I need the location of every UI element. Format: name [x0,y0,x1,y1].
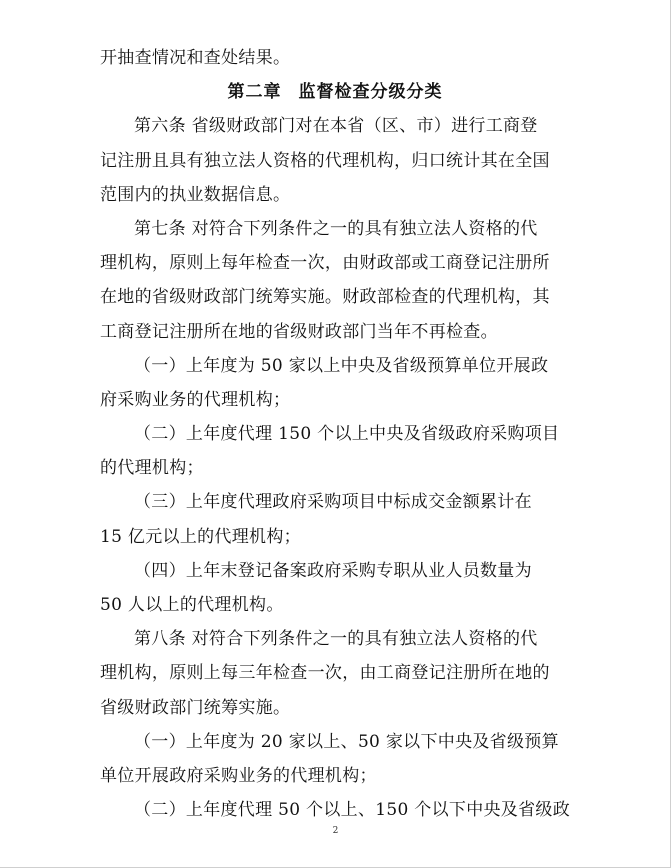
page-number: 2 [332,826,339,836]
article-7-item-3-line-2: 15 亿元以上的代理机构； [100,526,301,547]
article-8-line-1: 第八条 对符合下列条件之一的具有独立法人资格的代 [134,629,538,650]
text-line: 开抽查情况和查处结果。 [100,48,291,68]
article-8-item-1-line-2: 单位开展政府采购业务的代理机构； [100,765,377,786]
article-7-item-4-line-1: （四）上年末登记备案政府采购专职从业人员数量为 [134,560,532,581]
article-6-line-1: 第六条 省级财政部门对在本省（区、市）进行工商登 [134,116,538,137]
article-7-item-4-line-2: 50 人以上的代理机构。 [100,595,284,615]
chapter-title: 第二章 监督检查分级分类 [227,82,443,103]
article-6-line-2: 记注册且具有独立法人资格的代理机构，归口统计其在全国 [100,150,550,171]
article-8-item-1-line-1: （一）上年度为 20 家以上、50 家以下中央及省级预算 [134,731,559,752]
article-7-item-3-line-1: （三）上年度代理政府采购项目中标成交金额累计在 [134,492,532,513]
article-8-line-3: 省级财政部门统筹实施。 [100,697,291,718]
article-7-item-2-line-2: 的代理机构； [100,458,204,479]
article-6-line-3: 范围内的执业数据信息。 [100,184,291,205]
article-8-item-2-line-1: （二）上年度代理 50 个以上、150 个以下中央及省级政 [134,800,570,821]
article-7-line-4: 工商登记注册所在地的省级财政部门当年不再检查。 [100,321,498,342]
article-7-line-3: 在地的省级财政部门统筹实施。财政部检查的代理机构，其 [100,287,550,308]
article-7-item-1-line-2: 府采购业务的代理机构； [100,389,291,410]
article-7-line-2: 理机构，原则上每年检查一次，由财政部或工商登记注册所 [100,253,550,274]
article-7-line-1: 第七条 对符合下列条件之一的具有独立法人资格的代 [134,218,538,239]
article-7-item-1-line-1: （一）上年度为 50 家以上中央及省级预算单位开展政 [134,355,549,376]
document-body [100,41,570,827]
article-7-item-2-line-1: （二）上年度代理 150 个以上中央及省级政府采购项目 [134,424,560,445]
article-8-line-2: 理机构，原则上每三年检查一次，由工商登记注册所在地的 [100,663,550,684]
